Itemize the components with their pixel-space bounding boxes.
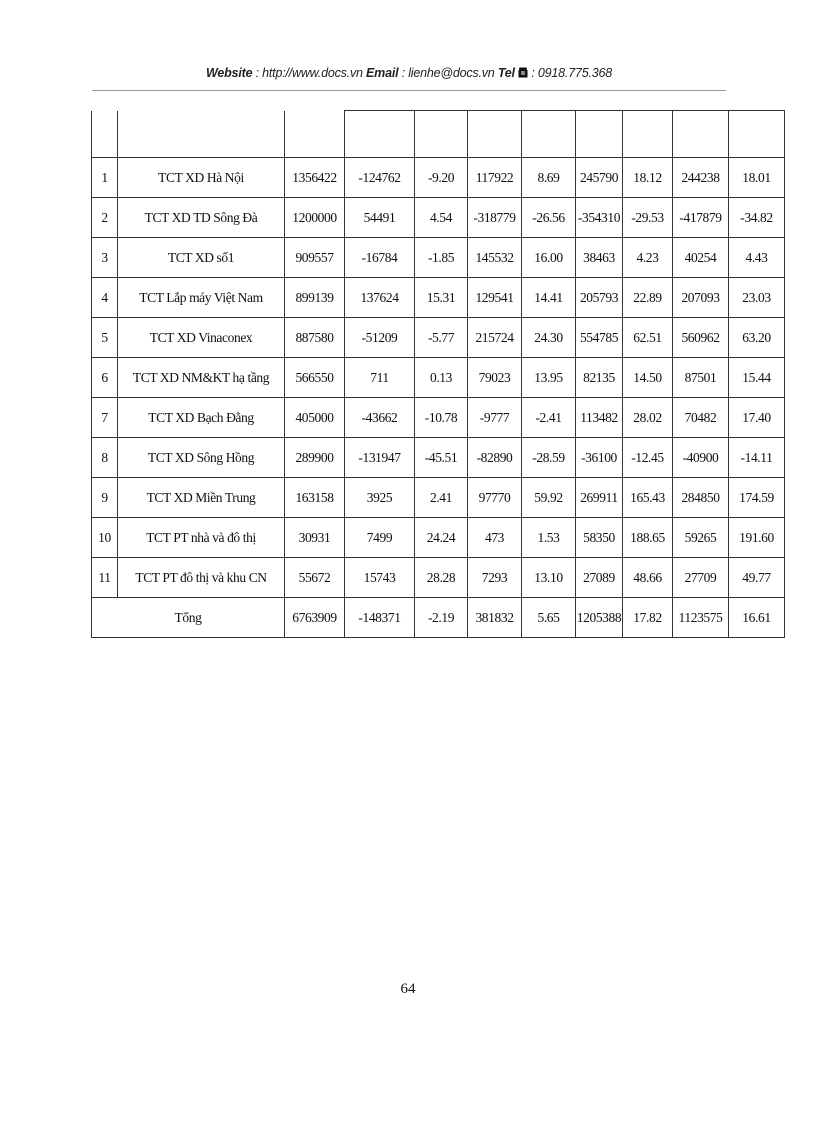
company-name: TCT XD Miền Trung — [118, 478, 285, 518]
company-name: TCT Lắp máy Việt Nam — [118, 278, 285, 318]
header-cell — [468, 111, 522, 158]
value-cell: 560962 — [673, 318, 729, 358]
value-cell: -36100 — [576, 438, 623, 478]
value-cell: 8.69 — [522, 158, 576, 198]
value-cell: 24.30 — [522, 318, 576, 358]
value-cell: 0.13 — [415, 358, 468, 398]
total-value-cell: -148371 — [345, 598, 415, 638]
website-label: Website — [206, 66, 253, 80]
value-cell: 137624 — [345, 278, 415, 318]
value-cell: 82135 — [576, 358, 623, 398]
value-cell: 87501 — [673, 358, 729, 398]
value-cell: 887580 — [285, 318, 345, 358]
value-cell: 117922 — [468, 158, 522, 198]
row-number: 9 — [92, 478, 118, 518]
total-value-cell: 1123575 — [673, 598, 729, 638]
header-cell — [729, 111, 785, 158]
company-name: TCT PT nhà và đô thị — [118, 518, 285, 558]
value-cell: 23.03 — [729, 278, 785, 318]
header-cell — [576, 111, 623, 158]
value-cell: 113482 — [576, 398, 623, 438]
value-cell: 3925 — [345, 478, 415, 518]
value-cell: 27709 — [673, 558, 729, 598]
value-cell: 284850 — [673, 478, 729, 518]
table-row — [92, 238, 785, 278]
value-cell: -14.11 — [729, 438, 785, 478]
value-cell: 7293 — [468, 558, 522, 598]
total-value-cell: 17.82 — [623, 598, 673, 638]
table-row — [92, 398, 785, 438]
header-cell — [285, 111, 345, 158]
value-cell: 215724 — [468, 318, 522, 358]
company-name: TCT XD Hà Nội — [118, 158, 285, 198]
value-cell: -29.53 — [623, 198, 673, 238]
value-cell: -5.77 — [415, 318, 468, 358]
value-cell: 174.59 — [729, 478, 785, 518]
value-cell: -2.41 — [522, 398, 576, 438]
value-cell: 13.10 — [522, 558, 576, 598]
value-cell: 40254 — [673, 238, 729, 278]
value-cell: -43662 — [345, 398, 415, 438]
value-cell: -10.78 — [415, 398, 468, 438]
value-cell: 59265 — [673, 518, 729, 558]
value-cell: 18.12 — [623, 158, 673, 198]
company-name: TCT XD NM&KT hạ tầng — [118, 358, 285, 398]
value-cell: 15743 — [345, 558, 415, 598]
value-cell: 7499 — [345, 518, 415, 558]
header-cell — [345, 111, 415, 158]
value-cell: 191.60 — [729, 518, 785, 558]
total-value-cell: 381832 — [468, 598, 522, 638]
header-cell — [623, 111, 673, 158]
company-name: TCT XD Vinaconex — [118, 318, 285, 358]
table-row — [92, 318, 785, 358]
total-row — [92, 598, 785, 638]
value-cell: 38463 — [576, 238, 623, 278]
company-name: TCT PT đô thị và khu CN — [118, 558, 285, 598]
table-header-row — [92, 111, 785, 158]
value-cell: 59.92 — [522, 478, 576, 518]
email-label: Email — [366, 66, 399, 80]
total-value-cell: 16.61 — [729, 598, 785, 638]
total-value-cell: 5.65 — [522, 598, 576, 638]
row-number: 4 — [92, 278, 118, 318]
value-cell: 145532 — [468, 238, 522, 278]
value-cell: 22.89 — [623, 278, 673, 318]
value-cell: -354310 — [576, 198, 623, 238]
company-name: TCT XD Bạch Đằng — [118, 398, 285, 438]
value-cell: 289900 — [285, 438, 345, 478]
header-cell — [673, 111, 729, 158]
table-row — [92, 278, 785, 318]
header-divider — [92, 90, 726, 91]
row-number: 6 — [92, 358, 118, 398]
row-number: 8 — [92, 438, 118, 478]
value-cell: 14.50 — [623, 358, 673, 398]
value-cell: 17.40 — [729, 398, 785, 438]
value-cell: 70482 — [673, 398, 729, 438]
value-cell: -26.56 — [522, 198, 576, 238]
header-cell — [522, 111, 576, 158]
value-cell: -16784 — [345, 238, 415, 278]
value-cell: 28.28 — [415, 558, 468, 598]
value-cell: 63.20 — [729, 318, 785, 358]
value-cell: 13.95 — [522, 358, 576, 398]
value-cell: 909557 — [285, 238, 345, 278]
row-number: 1 — [92, 158, 118, 198]
header-cell — [415, 111, 468, 158]
value-cell: 49.77 — [729, 558, 785, 598]
value-cell: 55672 — [285, 558, 345, 598]
value-cell: -51209 — [345, 318, 415, 358]
value-cell: 711 — [345, 358, 415, 398]
value-cell: 15.44 — [729, 358, 785, 398]
value-cell: 30931 — [285, 518, 345, 558]
value-cell: 554785 — [576, 318, 623, 358]
value-cell: 58350 — [576, 518, 623, 558]
row-number: 2 — [92, 198, 118, 238]
phone-icon — [518, 67, 528, 81]
website-value: : http://www.docs.vn — [252, 66, 367, 80]
value-cell: -82890 — [468, 438, 522, 478]
value-cell: 1200000 — [285, 198, 345, 238]
value-cell: 79023 — [468, 358, 522, 398]
page-number: 64 — [400, 981, 416, 997]
value-cell: 4.43 — [729, 238, 785, 278]
header-cell — [92, 111, 118, 158]
value-cell: 24.24 — [415, 518, 468, 558]
value-cell: 18.01 — [729, 158, 785, 198]
value-cell: 4.54 — [415, 198, 468, 238]
row-number: 5 — [92, 318, 118, 358]
table-row — [92, 358, 785, 398]
row-number: 7 — [92, 398, 118, 438]
total-value-cell: -2.19 — [415, 598, 468, 638]
value-cell: -40900 — [673, 438, 729, 478]
value-cell: -131947 — [345, 438, 415, 478]
value-cell: 163158 — [285, 478, 345, 518]
value-cell: 97770 — [468, 478, 522, 518]
total-value-cell: 1205388 — [576, 598, 623, 638]
value-cell: 1356422 — [285, 158, 345, 198]
value-cell: 899139 — [285, 278, 345, 318]
value-cell: -9777 — [468, 398, 522, 438]
value-cell: -124762 — [345, 158, 415, 198]
tel-label: Tel — [497, 66, 515, 80]
tel-value: : 0918.775.368 — [528, 66, 612, 80]
total-value-cell: 6763909 — [285, 598, 345, 638]
value-cell: -34.82 — [729, 198, 785, 238]
value-cell: 205793 — [576, 278, 623, 318]
total-label: Tổng — [92, 598, 285, 638]
value-cell: 15.31 — [415, 278, 468, 318]
value-cell: 1.53 — [522, 518, 576, 558]
value-cell: 405000 — [285, 398, 345, 438]
company-name: TCT XD TD Sông Đà — [118, 198, 285, 238]
value-cell: 165.43 — [623, 478, 673, 518]
data-table — [91, 110, 785, 638]
value-cell: 473 — [468, 518, 522, 558]
page-header — [92, 66, 726, 81]
value-cell: 16.00 — [522, 238, 576, 278]
value-cell: 2.41 — [415, 478, 468, 518]
value-cell: 244238 — [673, 158, 729, 198]
table-row — [92, 478, 785, 518]
value-cell: -12.45 — [623, 438, 673, 478]
row-number: 10 — [92, 518, 118, 558]
value-cell: 245790 — [576, 158, 623, 198]
value-cell: 207093 — [673, 278, 729, 318]
table-row — [92, 558, 785, 598]
value-cell: 28.02 — [623, 398, 673, 438]
value-cell: -417879 — [673, 198, 729, 238]
value-cell: 62.51 — [623, 318, 673, 358]
table-row — [92, 198, 785, 238]
table-row — [92, 158, 785, 198]
row-number: 3 — [92, 238, 118, 278]
value-cell: 129541 — [468, 278, 522, 318]
company-name: TCT XD số1 — [118, 238, 285, 278]
value-cell: 188.65 — [623, 518, 673, 558]
value-cell: 54491 — [345, 198, 415, 238]
value-cell: -318779 — [468, 198, 522, 238]
value-cell: 27089 — [576, 558, 623, 598]
row-number: 11 — [92, 558, 118, 598]
value-cell: -45.51 — [415, 438, 468, 478]
company-name: TCT XD Sông Hồng — [118, 438, 285, 478]
header-cell — [118, 111, 285, 158]
table-row — [92, 518, 785, 558]
value-cell: 4.23 — [623, 238, 673, 278]
value-cell: 14.41 — [522, 278, 576, 318]
value-cell: 48.66 — [623, 558, 673, 598]
value-cell: 269911 — [576, 478, 623, 518]
value-cell: -1.85 — [415, 238, 468, 278]
email-value: : lienhe@docs.vn — [398, 66, 498, 80]
table-row — [92, 438, 785, 478]
value-cell: -9.20 — [415, 158, 468, 198]
value-cell: -28.59 — [522, 438, 576, 478]
value-cell: 566550 — [285, 358, 345, 398]
